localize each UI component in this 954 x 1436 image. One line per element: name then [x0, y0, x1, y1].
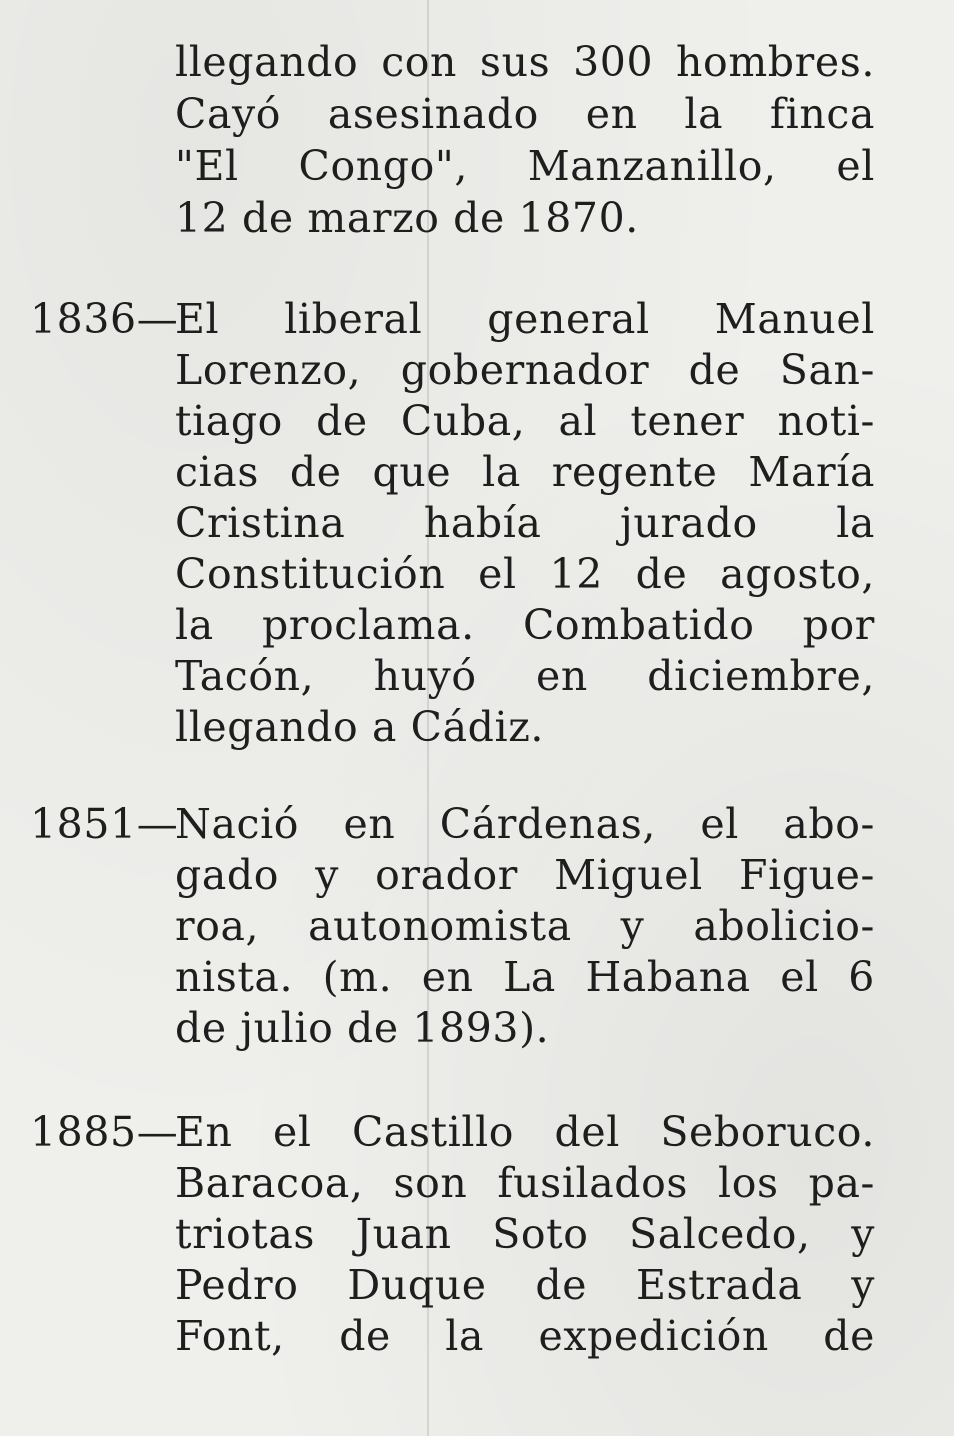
entry-text-line: Lorenzo, gobernador de San-	[175, 346, 875, 394]
entry-text-line: llegando a Cádiz.	[175, 703, 545, 751]
entry-text-line: "El Congo", Manzanillo, el	[175, 142, 875, 190]
entry-text-line: Cayó asesinado en la finca	[175, 90, 875, 138]
entry-text-line: Cristina había jurado la	[175, 499, 875, 547]
entry-text-line: Tacón, huyó en diciembre,	[175, 652, 875, 700]
entry-text-line: triotas Juan Soto Salcedo, y	[175, 1210, 875, 1258]
entry-text-line: Nació en Cárdenas, el abo-	[175, 800, 875, 848]
entry-text-line: nista. (m. en La Habana el 6	[175, 953, 875, 1001]
entry-text-line: Constitución el 12 de agosto,	[175, 550, 875, 598]
entry-text-line: Font, de la expedición de	[175, 1312, 875, 1360]
entry-text-line: roa, autonomista y abolicio-	[175, 902, 875, 950]
entry-text-line: Pedro Duque de Estrada y	[175, 1261, 875, 1309]
entry-text-line: llegando con sus 300 hombres.	[175, 38, 875, 86]
entry-text-line: cias de que la regente María	[175, 448, 875, 496]
entry-text-line: gado y orador Miguel Figue-	[175, 851, 875, 899]
entry-text-line: 12 de marzo de 1870.	[175, 194, 639, 242]
entry-text-line: la proclama. Combatido por	[175, 601, 875, 649]
entry-text-line: de julio de 1893).	[175, 1004, 550, 1052]
entry-text-line: El liberal general Manuel	[175, 295, 875, 343]
entry-year: 1836—	[30, 295, 179, 343]
entry-text-line: tiago de Cuba, al tener noti-	[175, 397, 875, 445]
entry-text-line: Baracoa, son fusilados los pa-	[175, 1159, 875, 1207]
entry-text-line: En el Castillo del Seboruco.	[175, 1108, 875, 1156]
entry-year: 1851—	[30, 800, 179, 848]
entry-year: 1885—	[30, 1108, 179, 1156]
